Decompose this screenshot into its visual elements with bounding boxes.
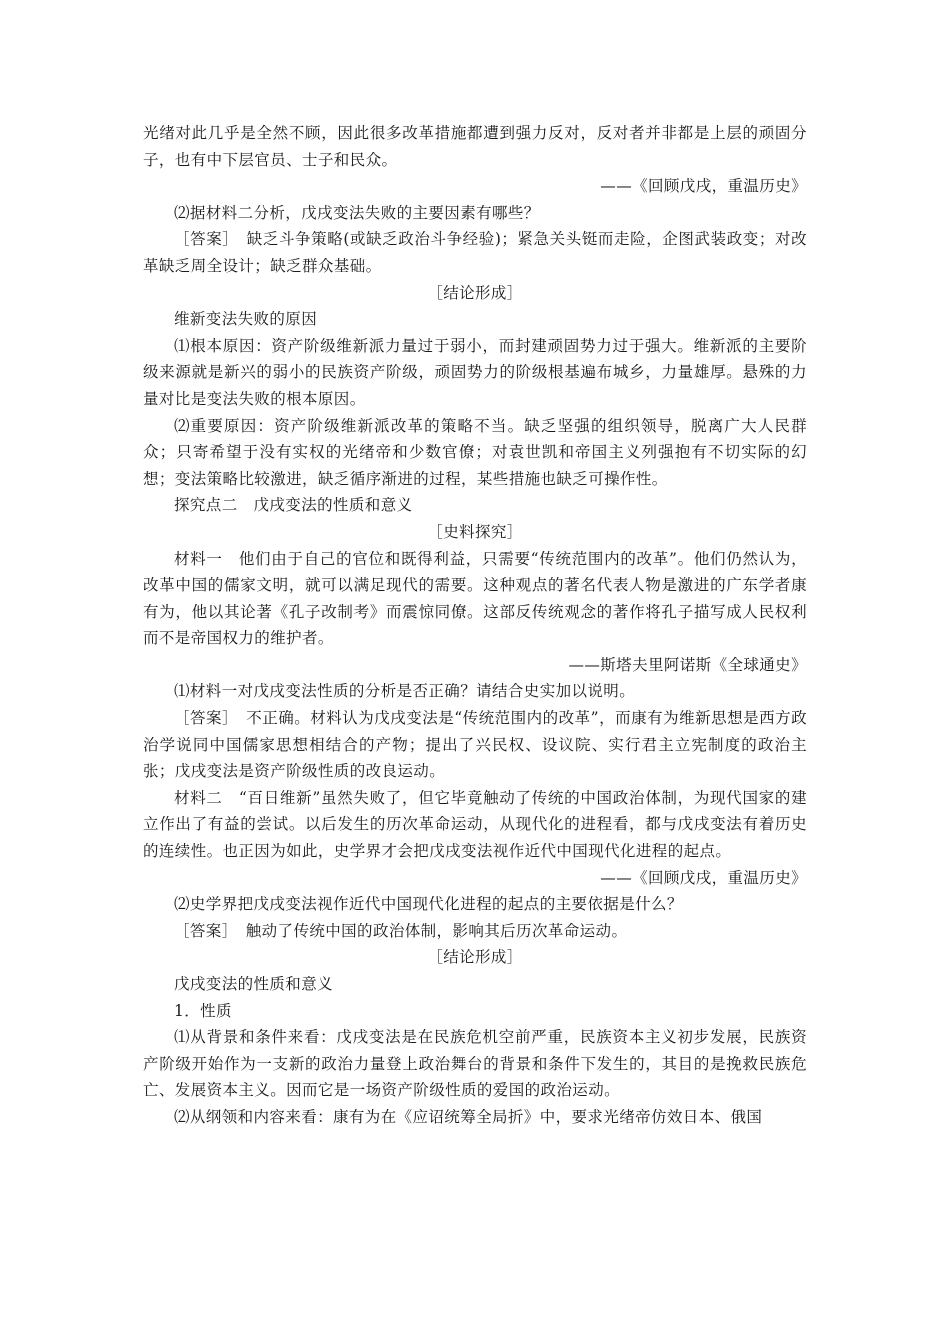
paragraph: ⑴根本原因：资产阶级维新派力量过于弱小，而封建顽固势力过于强大。维新派的主要阶级来源就是新兴的弱小的民族资产阶级，顽固势力的阶级根基遍布城乡，力量雄厚。悬殊的力量对比是变法失败的根本原因。 xyxy=(143,336,807,408)
list-heading: 1．性质 xyxy=(174,1001,232,1020)
inquiry-point-title: 探究点二 戊戌变法的性质和意义 xyxy=(174,496,413,515)
topic-title: 维新变法失败的原因 xyxy=(174,310,318,329)
answer: ［答案］ 不正确。材料认为戊戌变法是“传统范围内的改革”，而康有为维新思想是西方政治学说同中国儒家思想相结合的产物；提出了兴民权、设议院、实行君主立宪制度的政治主张；戊戌变法是资产阶级性质的改良运动。 xyxy=(143,709,807,781)
question: ⑵据材料二分析，戊戌变法失败的主要因素有哪些？ xyxy=(174,203,540,222)
answer: ［答案］ 触动了传统中国的政治体制，影响其后历次革命运动。 xyxy=(174,921,628,940)
paragraph: ⑵从纲领和内容来看：康有为在《应诏统筹全局折》中，要求光绪帝仿效日本、俄国 xyxy=(174,1107,763,1126)
section-heading: ［结论形成］ xyxy=(427,283,523,302)
paragraph: ⑴从背景和条件来看：戊戌变法是在民族危机空前严重，民族资本主义初步发展，民族资产阶级开始作为一支新的政治力量登上政治舞台的背景和条件下发生的，其目的是挽救民族危亡、发展资本主义。因而它是一场资产阶级性质的爱国的政治运动。 xyxy=(143,1028,807,1100)
source-citation: ——《回顾戊戌，重温历史》 xyxy=(600,177,807,196)
topic-title: 戊戌变法的性质和意义 xyxy=(174,975,334,993)
section-heading: ［史料探究］ xyxy=(427,522,523,541)
material-paragraph: 材料一 他们由于自己的官位和既得利益，只需要“传统范围内的改革”。他们仍然认为，改革中国的儒家文明，就可以满足现代的需要。这种观点的著名代表人物是激进的广东学者康有为，他以其论著《孔子改制考》而震惊同僚。这部反传统观念的著作将孔子描写成人民权利而不是帝国权力的维护者。 xyxy=(143,549,807,648)
section-heading: ［结论形成］ xyxy=(427,948,523,967)
paragraph-continuation: 光绪对此几乎是全然不顾，因此很多改革措施都遭到强力反对，反对者并非都是上层的顽固分子，也有中下层官员、士子和民众。 xyxy=(143,124,807,169)
source-citation: ——斯塔夫里阿诺斯《全球通史》 xyxy=(568,655,807,674)
answer: ［答案］ 缺乏斗争策略(或缺乏政治斗争经验)；紧急关头铤而走险，企图武装政变；对改革缺乏周全设计；缺乏群众基础。 xyxy=(143,230,807,275)
material-paragraph: 材料二 “百日维新”虽然失败了，但它毕竟触动了传统的中国政治体制，为现代国家的建立作出了有益的尝试。以后发生的历次革命运动，从现代化的进程看，都与戊戌变法有着历史的连续性。也正因为如此，史学界才会把戊戌变法视作近代中国现代化进程的起点。 xyxy=(143,788,807,861)
source-citation: ——《回顾戊戌，重温历史》 xyxy=(600,868,807,887)
document-body xyxy=(143,120,807,1131)
paragraph: ⑵重要原因：资产阶级维新派改革的策略不当。缺乏坚强的组织领导，脱离广大人民群众；只寄希望于没有实权的光绪帝和少数官僚；对袁世凯和帝国主义列强抱有不切实际的幻想；变法策略比较激进，缺乏循序渐进的过程，某些措施也缺乏可操作性。 xyxy=(143,416,807,488)
question: ⑴材料一对戊戌变法性质的分析是否正确？请结合史实加以说明。 xyxy=(174,682,636,701)
question: ⑵史学界把戊戌变法视作近代中国现代化进程的起点的主要依据是什么？ xyxy=(174,895,683,914)
